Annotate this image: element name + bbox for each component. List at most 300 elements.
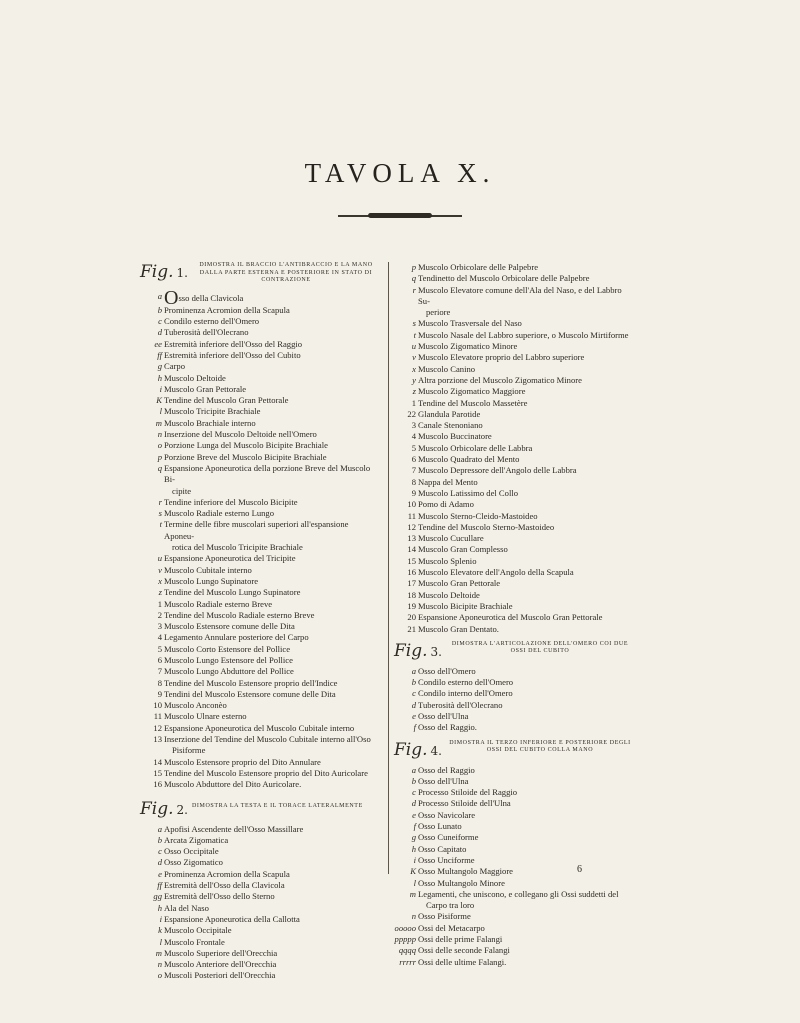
legend-item (140, 914, 380, 925)
legend-item (394, 911, 634, 922)
legend-item (140, 508, 380, 519)
legend-key: b (157, 304, 162, 315)
legend-key: 10 (407, 499, 416, 510)
legend-key: 21 (407, 623, 416, 634)
legend-text: Muscolo Lungo Supinatore (164, 575, 259, 586)
legend-item (394, 612, 634, 623)
legend-key: 14 (407, 544, 416, 555)
legend-text: Muscolo Splenio (418, 555, 477, 566)
legend-key: g (157, 361, 162, 372)
legend-key: 12 (153, 722, 162, 733)
legend-key: 3 (157, 621, 162, 632)
legend-text: Estremità inferiore dell'Osso del Cubito (164, 349, 301, 360)
legend-text: Condilo esterno dell'Omero (418, 677, 514, 688)
legend-item (394, 522, 634, 533)
legend-item (394, 889, 634, 912)
legend-key: 16 (153, 779, 162, 790)
legend-key: 12 (407, 521, 416, 532)
legend-item (394, 666, 634, 677)
legend-item (394, 364, 634, 375)
legend-text: Porzione Breve del Muscolo Bicipite Brachiale (164, 451, 327, 462)
legend-key: u (157, 553, 162, 564)
legend-key: ff (157, 349, 162, 360)
legend-text: Termine delle fibre muscolari superiori all'espansione Aponeu- (164, 519, 349, 541)
fig2-legend-list-right (394, 262, 634, 635)
legend-text: Osso dell'Ulna (418, 775, 469, 786)
legend-key: d (157, 327, 162, 338)
legend-text: Osso del Raggio (418, 764, 475, 775)
legend-text: Muscolo Gran Pettorale (164, 383, 247, 394)
legend-text: Tendine del Muscolo Estensore proprio del Dito Auricolare (164, 767, 368, 778)
legend-item (394, 711, 634, 722)
legend-item (140, 824, 380, 835)
legend-key: m (155, 947, 162, 958)
legend-key: g (411, 832, 416, 843)
legend-key: ee (154, 338, 162, 349)
legend-item (394, 700, 634, 711)
legend-key: a (157, 290, 162, 301)
legend-key: K (410, 866, 416, 877)
legend-key: 11 (407, 510, 416, 521)
legend-key: 6 (411, 454, 416, 465)
legend-item (140, 903, 380, 914)
legend-text: Osso dell'Ulna (418, 710, 469, 721)
legend-item (140, 576, 380, 587)
legend-text: Legamenti, che uniscono, e collegano gli Ossi suddetti del (418, 888, 619, 899)
legend-item (394, 677, 634, 688)
legend-key: a (411, 764, 416, 775)
legend-item (394, 855, 634, 866)
legend-item (394, 934, 634, 945)
legend-key: t (159, 519, 162, 530)
legend-text: Muscolo Anconèo (164, 700, 227, 711)
legend-text: Porzione Lunga del Muscolo Bicipite Brachiale (164, 440, 328, 451)
legend-item (394, 844, 634, 855)
legend-key: b (157, 834, 162, 845)
legend-item (140, 316, 380, 327)
legend-text: Muscolo Elevatore dell'Angolo della Scapula (418, 567, 574, 578)
legend-key: 4 (411, 431, 416, 442)
legend-item (394, 285, 634, 319)
legend-text: Muscolo Canino (418, 363, 476, 374)
legend-text: Altra porzione del Muscolo Zigomatico Minore (418, 374, 582, 385)
legend-text: Muscolo Occipitale (164, 925, 232, 936)
legend-item (394, 688, 634, 699)
legend-text: Tendini del Muscolo Estensore comune delle Dita (164, 688, 336, 699)
legend-key: y (412, 374, 416, 385)
legend-key: l (159, 406, 162, 417)
legend-text-continuation: Carpo tra loro (426, 900, 475, 911)
legend-key: z (158, 587, 162, 598)
fig2-heading (140, 799, 380, 821)
legend-item (140, 711, 380, 722)
legend-text: Muscolo Estensore comune delle Dita (164, 621, 295, 632)
right-column (394, 262, 634, 968)
legend-item (394, 878, 634, 889)
fig3-description: DIMOSTRA L'ARTICOLAZIONE DELL'OMERO COI DUE OSSI DEL CUBITO (451, 640, 629, 655)
legend-key: 1 (411, 397, 416, 408)
fig1-label (140, 263, 188, 282)
legend-key: m (409, 888, 416, 899)
legend-key: m (155, 417, 162, 428)
legend-text: Carpo (164, 361, 186, 372)
legend-text: Muscolo Radiale esterno Lungo (164, 508, 275, 519)
legend-text: Canale Stenoniano (418, 420, 483, 431)
legend-text: Tendinetto del Muscolo Orbicolare delle Palpebre (418, 273, 590, 284)
legend-text-continuation: rotica del Muscolo Tricipite Brachiale (172, 542, 303, 553)
legend-item (140, 700, 380, 711)
legend-item (140, 857, 380, 868)
legend-item (140, 937, 380, 948)
legend-text: Osso Lunato (418, 821, 462, 832)
legend-text: Muscolo Zigomatico Maggiore (418, 386, 526, 397)
legend-item (394, 499, 634, 510)
legend-item (394, 787, 634, 798)
fig1-label-text: Fig. (140, 262, 174, 282)
legend-key: ppppp (394, 934, 416, 945)
legend-item (140, 880, 380, 891)
legend-text: Processo Stiloide dell'Ulna (418, 798, 511, 809)
legend-text: Tendine del Muscolo Lungo Supinatore (164, 587, 301, 598)
legend-text: Muscolo Trasversale del Naso (418, 318, 522, 329)
legend-item (394, 866, 634, 877)
legend-text: Muscolo Zigomatico Minore (418, 341, 518, 352)
legend-item (394, 273, 634, 284)
legend-item (394, 330, 634, 341)
legend-item (140, 610, 380, 621)
legend-key: l (413, 877, 416, 888)
legend-text: Ossi delle ultime Falangi. (418, 956, 507, 967)
legend-item (394, 352, 634, 363)
legend-key: s (158, 508, 162, 519)
legend-key: 15 (153, 767, 162, 778)
legend-key: 15 (407, 555, 416, 566)
legend-text: Tendine del Muscolo Estensore proprio dell'Indice (164, 677, 338, 688)
legend-key: o (157, 440, 162, 451)
legend-text: Tendine del Muscolo Massetère (418, 397, 528, 408)
fig3-number: 3. (430, 644, 442, 659)
legend-text: Muscolo Abduttore del Dito Auricolare. (164, 779, 302, 790)
legend-text: Muscolo Deltoide (418, 589, 480, 600)
fig4-number: 4. (430, 743, 442, 758)
fig1-legend-list (140, 286, 380, 791)
legend-item (140, 632, 380, 643)
legend-text: Muscoli Posteriori dell'Orecchia (164, 970, 276, 981)
fig3-legend-list (394, 666, 634, 734)
legend-item (140, 666, 380, 677)
legend-item (394, 590, 634, 601)
legend-item (394, 262, 634, 273)
legend-item (140, 565, 380, 576)
legend-key: n (157, 429, 162, 440)
legend-text: Muscolo Depressore dell'Angolo delle Labbra (418, 465, 577, 476)
legend-text-continuation: Pisiforme (172, 745, 206, 756)
legend-item (140, 757, 380, 768)
legend-text: Inserzione del Tendine del Muscolo Cubitale interno all'Oso (164, 734, 371, 745)
legend-item (140, 655, 380, 666)
fig2-legend-list-left (140, 824, 380, 982)
legend-item (140, 305, 380, 316)
legend-item (394, 431, 634, 442)
legend-item (140, 779, 380, 790)
legend-item (140, 587, 380, 598)
legend-key: r (412, 284, 416, 295)
legend-text: Osso Zigomatico (164, 857, 223, 868)
legend-item (140, 678, 380, 689)
legend-item (394, 386, 634, 397)
rule-bar (368, 213, 432, 218)
legend-key: n (411, 911, 416, 922)
legend-item (140, 429, 380, 440)
legend-text: Espansione Aponeurotica della porzione Breve del Muscolo Bi- (164, 462, 371, 485)
legend-item (140, 395, 380, 406)
legend-key: 19 (407, 600, 416, 611)
legend-text: Muscolo Nasale del Labbro superiore, o Muscolo Mirtiforme (418, 329, 629, 340)
legend-key: K (156, 395, 162, 406)
legend-key: s (412, 318, 416, 329)
legend-text: Tendine del Muscolo Gran Pettorale (164, 395, 289, 406)
legend-text: Espansione Aponeurotica del Muscolo Cubitale interno (164, 722, 355, 733)
legend-text: Arcata Zigomatica (164, 834, 229, 845)
legend-item (394, 488, 634, 499)
legend-key: 16 (407, 567, 416, 578)
legend-text: Muscolo Orbicolare delle Labbra (418, 442, 533, 453)
legend-item (394, 341, 634, 352)
legend-key: 7 (157, 666, 162, 677)
legend-text: Pomo di Adamo (418, 499, 474, 510)
legend-text: Ala del Naso (164, 902, 209, 913)
legend-item (394, 821, 634, 832)
fig4-heading (394, 740, 634, 762)
legend-item (140, 768, 380, 779)
legend-text: Osso Capitato (418, 843, 467, 854)
legend-text: Osso dell'Omero (418, 665, 476, 676)
legend-key: d (411, 699, 416, 710)
legend-item (394, 544, 634, 555)
legend-item (140, 519, 380, 553)
legend-text: Inserzione del Muscolo Deltoide nell'Omero (164, 429, 317, 440)
legend-key: d (411, 798, 416, 809)
legend-text: Muscolo Bicipite Brachiale (418, 600, 513, 611)
legend-key: 14 (153, 756, 162, 767)
legend-text: Processo Stiloide del Raggio (418, 787, 518, 798)
fig1-heading (140, 262, 380, 285)
legend-text: Muscolo Elevatore comune dell'Ala del Naso, e del Labbro Su- (418, 284, 622, 306)
legend-item (140, 452, 380, 463)
legend-text: Muscolo Brachiale interno (164, 417, 256, 428)
legend-text: Osso Multangolo Maggiore (418, 866, 514, 877)
legend-text: Muscolo Latissimo del Collo (418, 487, 519, 498)
legend-text: Osso Cuneiforme (418, 832, 479, 843)
legend-text: Muscolo Buccinatore (418, 431, 492, 442)
legend-item (140, 948, 380, 959)
legend-item (394, 375, 634, 386)
legend-key: h (157, 902, 162, 913)
legend-text: Ossi delle seconde Falangi (418, 945, 510, 956)
legend-item (140, 553, 380, 564)
legend-item (394, 945, 634, 956)
legend-key: v (412, 352, 416, 363)
fig4-label-text: Fig. (394, 739, 428, 760)
legend-text: Osso Multangolo Minore (418, 877, 505, 888)
legend-text: Condilo interno dell'Omero (418, 688, 513, 699)
legend-text-continuation: cipite (172, 485, 192, 496)
legend-text: Muscolo Gran Complesso (418, 544, 508, 555)
column-divider (388, 262, 389, 874)
fig4-legend-list (394, 765, 634, 968)
legend-item (394, 957, 634, 968)
ornamental-rule (338, 213, 462, 219)
legend-text: Muscolo Orbicolare delle Palpebre (418, 262, 539, 272)
legend-key: l (159, 936, 162, 947)
legend-text: Muscolo Lungo Abduttore del Pollice (164, 666, 294, 677)
legend-text: Muscolo Frontale (164, 936, 225, 947)
legend-key: 4 (157, 632, 162, 643)
fig4-description: DIMOSTRA IL TERZO INFERIORE E POSTERIORE DEGLI OSSI DEL CUBITO COLLA MANO (449, 739, 631, 754)
legend-text: Muscolo Deltoide (164, 372, 226, 383)
legend-item (394, 420, 634, 431)
legend-key: a (411, 665, 416, 676)
legend-text: Osso Pisiforme (418, 911, 471, 922)
legend-key: i (159, 383, 162, 394)
legend-item (140, 463, 380, 497)
legend-item (140, 723, 380, 734)
legend-item (140, 846, 380, 857)
legend-key: a (157, 823, 162, 834)
legend-key: v (158, 564, 162, 575)
legend-item (394, 722, 634, 733)
legend-key: 9 (411, 487, 416, 498)
legend-text: Muscolo Lungo Estensore del Pollice (164, 654, 293, 665)
legend-item (140, 327, 380, 338)
legend-key: ooooo (394, 922, 416, 933)
legend-key: u (411, 341, 416, 352)
legend-text: Glandula Parotide (418, 408, 481, 419)
legend-text: Tendine del Muscolo Sterno-Mastoideo (418, 521, 555, 532)
legend-key: q (157, 462, 162, 473)
legend-item (140, 644, 380, 655)
legend-text: Osso Occipitale (164, 846, 219, 857)
legend-key: e (412, 710, 416, 721)
fig2-number: 2. (176, 802, 188, 817)
legend-text: Legamento Annulare posteriore del Carpo (164, 632, 309, 643)
fig1-description: DIMOSTRA IL BRACCIO L'ANTIBRACCIO E LA MANO DALLA PARTE ESTERNA E POSTERIORE IN STATO DI CONTRAZIONE (199, 262, 373, 284)
legend-text: Tendine inferiore del Muscolo Bicipite (164, 496, 298, 507)
legend-text: Tuberosità dell'Olecrano (164, 327, 249, 338)
legend-key: 8 (411, 476, 416, 487)
legend-text: Estremità inferiore dell'Osso del Raggio (164, 338, 303, 349)
legend-key: i (159, 913, 162, 924)
legend-item (394, 398, 634, 409)
legend-item (394, 454, 634, 465)
legend-item (394, 578, 634, 589)
legend-key: f (413, 722, 416, 733)
legend-item (394, 798, 634, 809)
legend-item (140, 286, 380, 309)
legend-key: q (411, 273, 416, 284)
legend-item (394, 556, 634, 567)
legend-text: Muscolo Elevatore proprio del Labbro superiore (418, 352, 585, 363)
legend-text: Estremità dell'Osso della Clavicola (164, 880, 285, 891)
legend-key: h (411, 843, 416, 854)
fig2-label (140, 800, 188, 819)
legend-item (140, 959, 380, 970)
legend-text: Tendine del Muscolo Radiale esterno Breve (164, 609, 315, 620)
legend-key: 5 (411, 442, 416, 453)
legend-key: k (158, 925, 162, 936)
legend-item (140, 440, 380, 451)
legend-key: 13 (407, 533, 416, 544)
fig4-label (394, 741, 442, 760)
legend-key: e (158, 868, 162, 879)
legend-item (140, 970, 380, 981)
legend-key: 9 (157, 688, 162, 699)
legend-text: Muscolo Estensore proprio del Dito Annulare (164, 756, 321, 767)
legend-item (140, 734, 380, 757)
legend-key: f (413, 821, 416, 832)
legend-text: Ossi del Metacarpo (418, 922, 485, 933)
legend-text: Muscolo Corto Estensore del Pollice (164, 643, 291, 654)
legend-item (140, 869, 380, 880)
legend-key: e (412, 809, 416, 820)
legend-text: Muscolo Tricipite Brachiale (164, 406, 261, 417)
legend-text: Muscolo Gran Dentato. (418, 623, 499, 634)
page-number: 6 (577, 864, 582, 875)
legend-text: Espansione Aponeurotica del Muscolo Gran Pettorale (418, 612, 603, 623)
legend-key: qqqq (398, 945, 416, 956)
legend-key: h (157, 372, 162, 383)
legend-text: Muscolo Sterno-Cleido-Mastoideo (418, 510, 538, 521)
legend-text: Osso della Clavicola (164, 286, 244, 309)
legend-key: z (412, 386, 416, 397)
legend-item (394, 832, 634, 843)
legend-item (394, 567, 634, 578)
legend-key: p (411, 262, 416, 272)
legend-text: Tuberosità dell'Olecrano (418, 699, 503, 710)
legend-key: 1 (157, 598, 162, 609)
legend-text: Apofisi Ascendente dell'Osso Massillare (164, 823, 304, 834)
legend-item (394, 765, 634, 776)
legend-item (140, 361, 380, 372)
legend-key: 7 (411, 465, 416, 476)
legend-text: Muscolo Anteriore dell'Orecchia (164, 959, 277, 970)
legend-item (140, 350, 380, 361)
legend-text: Muscolo Radiale esterno Breve (164, 598, 273, 609)
fig2-description: DIMOSTRA LA TESTA E IL TORACE LATERALMENTE (192, 802, 363, 809)
fig3-label-text: Fig. (394, 640, 428, 661)
legend-text-continuation: periore (426, 307, 451, 318)
legend-item (394, 923, 634, 934)
legend-key: ff (157, 880, 162, 891)
legend-text: Espansione Aponeurotica della Callotta (164, 913, 300, 924)
legend-key: 3 (411, 420, 416, 431)
fig3-heading (394, 641, 634, 663)
legend-key: c (158, 846, 162, 857)
legend-key: 17 (407, 578, 416, 589)
legend-text: Muscolo Cubitale interno (164, 564, 252, 575)
legend-key: 18 (407, 589, 416, 600)
legend-item (140, 406, 380, 417)
legend-item (140, 689, 380, 700)
legend-text: Estremità dell'Osso dello Sterno (164, 891, 275, 902)
legend-item (140, 384, 380, 395)
legend-key: 5 (157, 643, 162, 654)
fig3-label (394, 642, 442, 661)
legend-text: Muscolo Gran Pettorale (418, 578, 501, 589)
legend-key: p (157, 451, 162, 462)
legend-item (140, 339, 380, 350)
legend-item (394, 776, 634, 787)
